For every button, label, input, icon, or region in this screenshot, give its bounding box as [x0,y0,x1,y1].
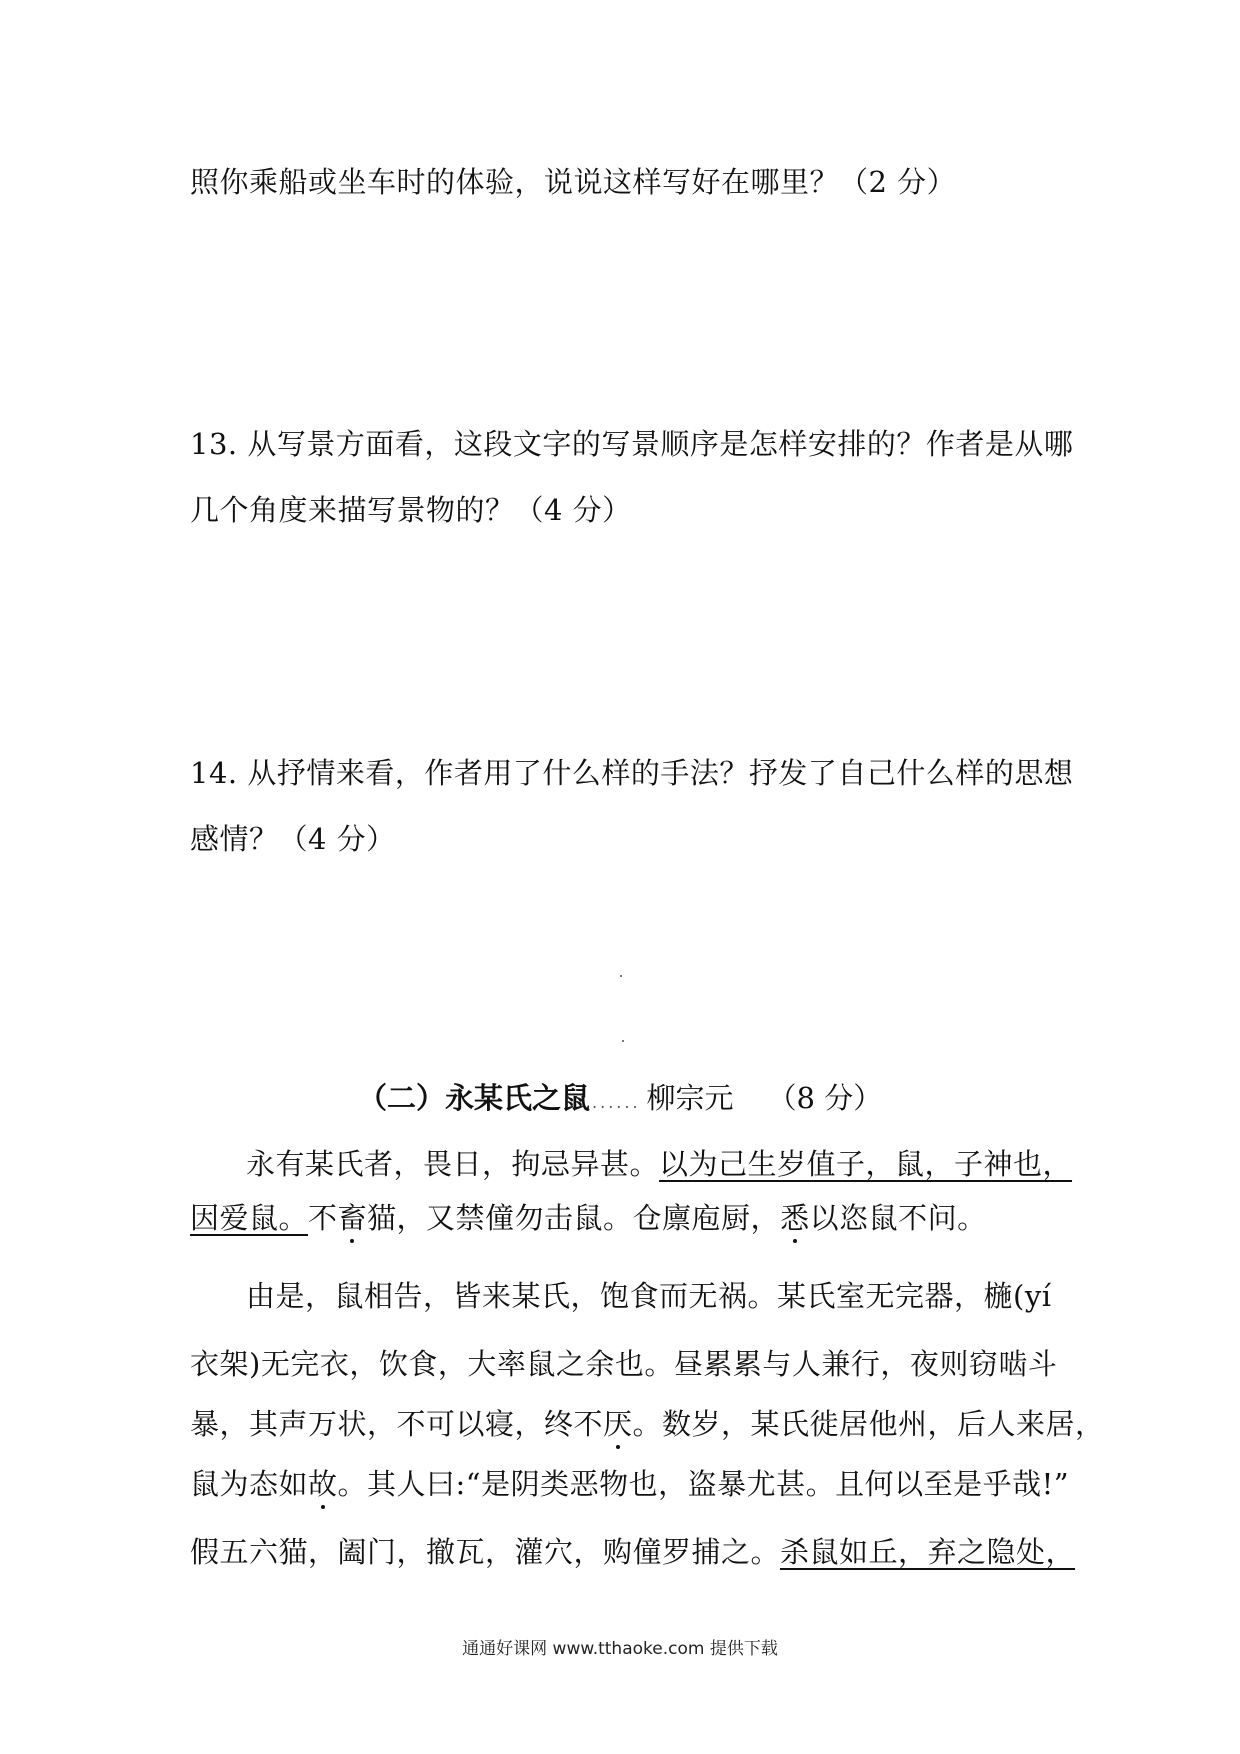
underlined-sentence: 以为己生岁值子，鼠，子神也， [659,1147,1073,1181]
scan-speck [620,975,622,977]
question-14-line-2: 感情？（4 分） [190,822,396,856]
passage-text: 。数岁，某氏徙居他州，后人来居， [632,1407,1105,1441]
passage-text: 永有某氏者，畏日，拘忌异甚。 [246,1147,660,1181]
passage-line [190,1532,1075,1572]
underlined-sentence: 杀鼠如丘，弃之隐处， [780,1535,1076,1569]
question-12-tail: 照你乘船或坐车时的体验，说说这样写好在哪里？（2 分） [190,165,957,199]
passage-text: 以恣鼠不问。 [809,1201,987,1235]
question-14-line-1: 14. 从抒情来看，作者用了什么样的手法？抒发了自己什么样的思想 [190,756,1074,790]
passage-line [190,1404,1105,1444]
section-title [358,1078,882,1123]
emphasis-char: 故 [308,1467,338,1501]
page-footer: 通通好课网 www.tthaoke.com 提供下载 [462,1639,778,1659]
passage-line: 衣架)无完衣，饮食，大率鼠之余也。昼累累与人兼行，夜则窃啮斗 [190,1347,1058,1381]
passage-text: 。其人曰:“是阴类恶物也，盗暴尤甚。且何以至是乎哉!” [337,1467,1070,1501]
passage-text: 猫，又禁僮勿击鼠。仓廪庖厨， [367,1201,781,1235]
scan-speck [622,1040,624,1042]
passage-text: 鼠为态如 [190,1467,309,1501]
section-title-text: （二）永某氏之鼠 [358,1081,591,1115]
passage-line [190,1464,1069,1504]
emphasis-char: 畜 [337,1201,368,1235]
passage-line: 由是，鼠相告，皆来某氏，饱食而无祸。某氏室无完器，椸(yí [246,1279,1052,1313]
underlined-sentence: 因爱鼠。 [190,1201,309,1235]
question-13-line-2: 几个角度来描写景物的？（4 分） [190,493,632,527]
emphasis-char: 厌 [603,1407,633,1441]
passage-text: 不 [308,1201,338,1235]
passage-line [190,1198,987,1238]
passage-text: 假五六猫，阖门，撤瓦，灌穴，购僮罗捕之。 [190,1535,781,1569]
section-title-dots: ...... [592,1093,641,1112]
section-author: 柳宗元 [646,1081,734,1115]
passage-text: 暴，其声万状，不可以寝，终不 [190,1407,604,1441]
passage-line [246,1144,1072,1184]
emphasis-char: 悉 [780,1201,810,1235]
section-score: （8 分） [767,1081,883,1115]
question-13-line-1: 13. 从写景方面看，这段文字的写景顺序是怎样安排的？作者是从哪 [190,427,1074,461]
